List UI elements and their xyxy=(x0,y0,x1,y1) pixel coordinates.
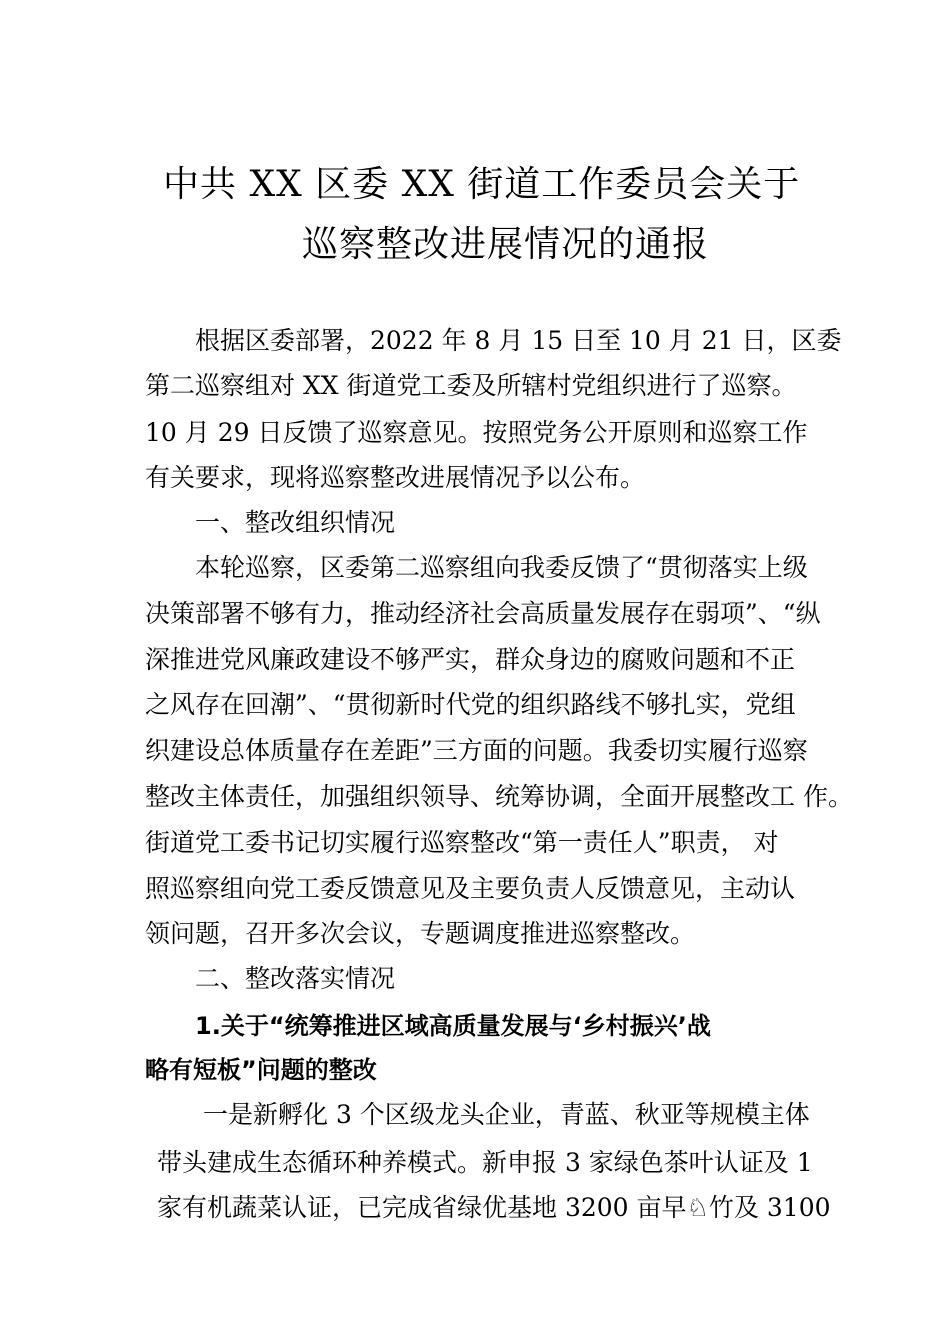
paragraph-section1-line-3: 深推进党风廉政建设不够严实，群众身边的腐败问题和不正 xyxy=(145,645,796,674)
paragraph-section1-line-8: 照巡察组向党工委反馈意见及主要负责人反馈意见，主动认 xyxy=(145,874,796,903)
paragraph-section1-line-2: 决策部署不够有力，推动经济社会高质量发展存在弱项”、“纵 xyxy=(145,599,821,628)
paragraph-intro-line-2: 第二巡察组对 XX 街道党工委及所辖村党组织进行了巡察。 xyxy=(145,371,797,400)
subsection-heading-line-2: 略有短板”问题的整改 xyxy=(145,1056,377,1084)
paragraph-section1-line-7: 街道党工委书记切实履行巡察整改“第一责任人”职责， 对 xyxy=(145,828,779,857)
section-heading-1: 一、整改组织情况 xyxy=(195,508,396,537)
paragraph-intro-line-3: 10 月 29 日反馈了巡察意见。按照党务公开原则和巡察工作 xyxy=(145,418,808,447)
paragraph-subsection-line-1: 一是新孵化 3 个区级龙头企业，青蓝、秋亚等规模主体 xyxy=(203,1100,810,1129)
document-title-line-1: 中共 XX 区委 XX 街道工作委员会关于 xyxy=(163,164,801,205)
document-title-line-2: 巡察整改进展情况的通报 xyxy=(302,224,710,265)
paragraph-subsection-line-2: 带头建成生态循环种养模式。新申报 3 家绿色茶叶认证及 1 xyxy=(157,1148,813,1177)
paragraph-section1-line-6: 整改主体责任，加强组织领导、统筹协调，全面开展整改工 作。 xyxy=(145,782,853,811)
paragraph-section1-line-1: 本轮巡察，区委第二巡察组向我委反馈了“贯彻落实上级 xyxy=(195,553,808,582)
paragraph-subsection-line-3: 家有机蔬菜认证，已完成省绿优基地 3200 亩早♘竹及 3100 xyxy=(157,1193,831,1222)
paragraph-section1-line-4: 之风存在回潮”、“贯彻新时代党的组织路线不够扎实，党组 xyxy=(145,690,796,719)
paragraph-intro-line-4: 有关要求，现将巡察整改进展情况予以公布。 xyxy=(145,463,646,492)
section-heading-2: 二、整改落实情况 xyxy=(195,964,396,993)
paragraph-intro-line-1: 根据区委部署，2022 年 8 月 15 日至 10 月 21 日，区委 xyxy=(195,326,842,355)
subsection-heading-line-1: 1.关于“统筹推进区域高质量发展与‘乡村振兴’战 xyxy=(195,1012,711,1040)
paragraph-section1-line-9: 领问题，召开多次会议，专题调度推进巡察整改。 xyxy=(145,919,696,948)
paragraph-section1-line-5: 织建设总体质量存在差距”三方面的问题。我委切实履行巡察 xyxy=(145,736,808,765)
